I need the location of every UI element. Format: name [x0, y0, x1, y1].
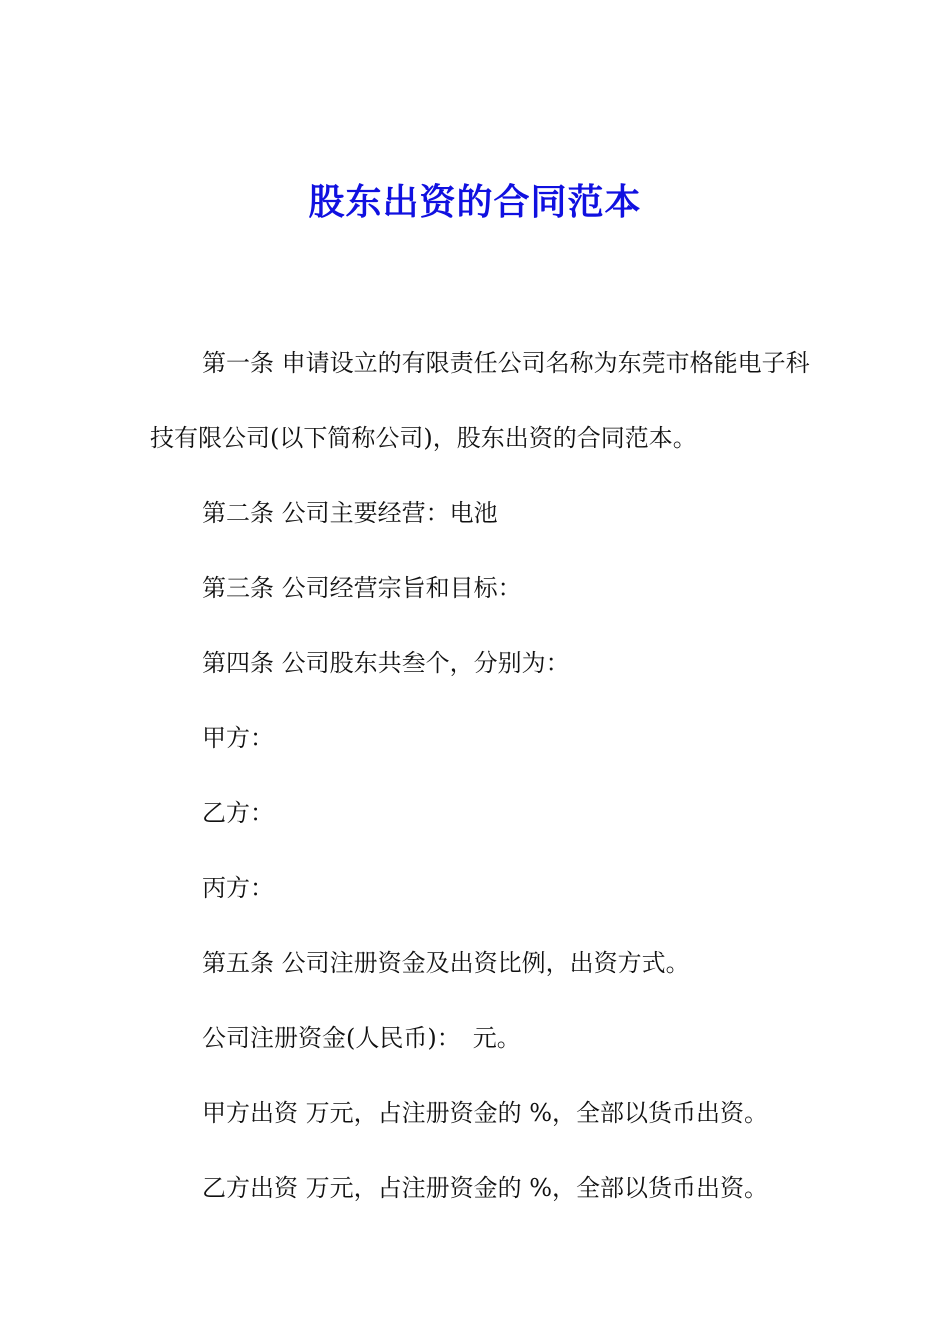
article-5: 第五条 公司注册资金及出资比例，出资方式。 [202, 949, 690, 977]
document-title: 股东出资的合同范本 [308, 181, 642, 223]
party-a-contribution-line: 甲方出资 万元，占注册资金的 %，全部以货币出资。 [202, 1099, 769, 1127]
registered-capital-line: 公司注册资金(人民币)： 元。 [202, 1024, 521, 1052]
party-c-line: 丙方： [202, 874, 274, 902]
party-b-line: 乙方： [202, 799, 274, 827]
party-a-line: 甲方： [202, 724, 274, 752]
document-body [150, 326, 810, 1226]
article-4: 第四条 公司股东共叁个，分别为： [202, 649, 570, 677]
party-b-contribution-line: 乙方出资 万元，占注册资金的 %，全部以货币出资。 [202, 1174, 769, 1202]
article-1: 第一条 申请设立的有限责任公司名称为东莞市格能电子科技有限公司(以下简称公司)，股东出资的合同范本。 [150, 349, 810, 452]
article-3: 第三条 公司经营宗旨和目标： [202, 574, 522, 602]
article-2: 第二条 公司主要经营：电池 [202, 499, 498, 527]
